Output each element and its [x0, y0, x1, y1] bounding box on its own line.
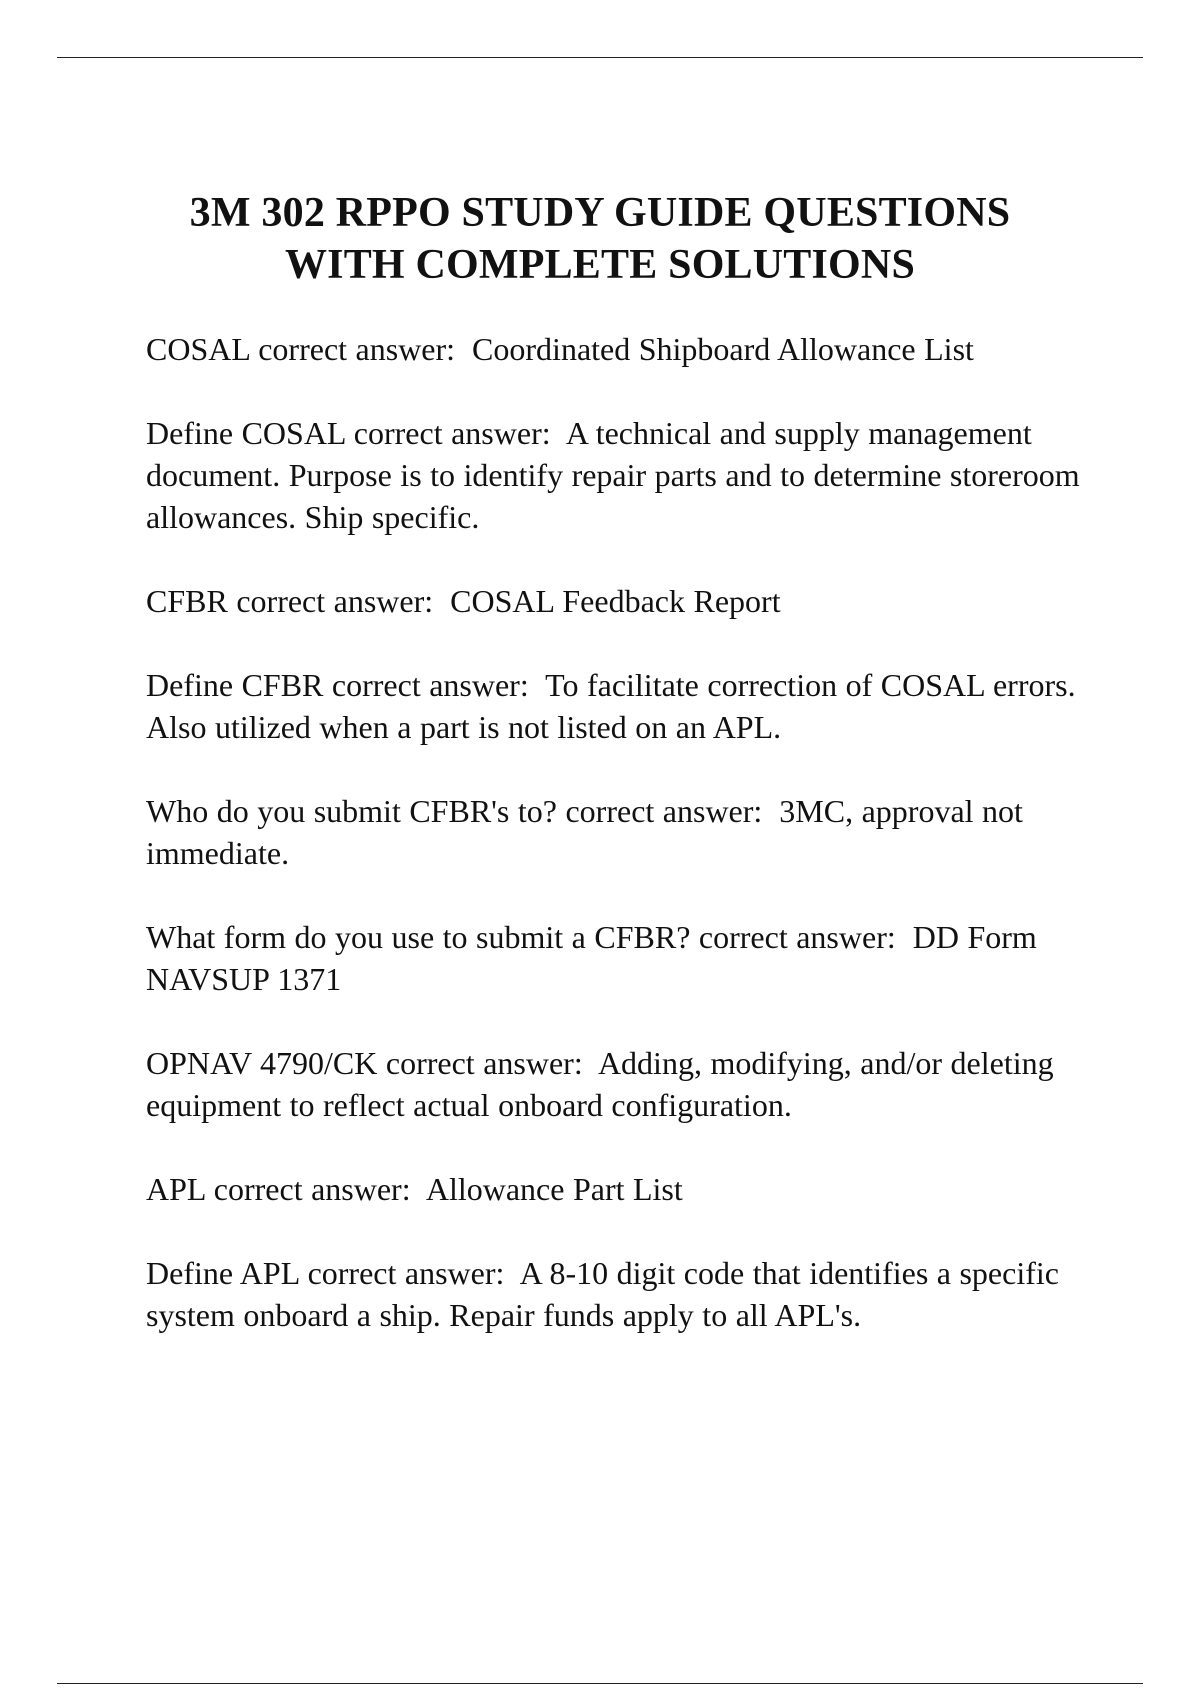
document-title	[120, 187, 1080, 291]
question-text: Who do you submit CFBR's to?	[146, 793, 557, 829]
qa-item-define-cosal	[146, 412, 1106, 538]
bottom-rule	[57, 1683, 1143, 1684]
qa-item-cfbr	[146, 580, 1106, 622]
answer-text: To facilitate correction of COSAL errors. Also utilized when a part is not listed on an APL.	[146, 667, 1076, 745]
answer-text: Allowance Part List	[425, 1171, 683, 1207]
answer-text: COSAL Feedback Report	[450, 583, 781, 619]
qa-list	[146, 328, 1106, 1336]
answer-text: DD Form NAVSUP 1371	[146, 919, 1037, 997]
answer-marker: correct answer:	[698, 919, 896, 955]
qa-item-cosal	[146, 328, 1106, 370]
qa-item-define-cfbr	[146, 664, 1106, 748]
answer-text: 3MC, approval not immediate.	[146, 793, 1023, 871]
answer-marker: correct answer:	[385, 1045, 583, 1081]
question-text: Define COSAL	[146, 415, 346, 451]
question-text: COSAL	[146, 331, 250, 367]
qa-item-submit-cfbr-to	[146, 790, 1106, 874]
title-line-1: 3M 302 RPPO STUDY GUIDE QUESTIONS	[189, 190, 1011, 236]
qa-item-opnav	[146, 1042, 1106, 1126]
answer-marker: correct answer:	[331, 667, 529, 703]
qa-item-cfbr-form	[146, 916, 1106, 1000]
question-text: Define CFBR	[146, 667, 324, 703]
answer-marker: correct answer:	[236, 583, 434, 619]
question-text: OPNAV 4790/CK	[146, 1045, 378, 1081]
qa-item-apl	[146, 1168, 1106, 1210]
top-rule	[57, 57, 1143, 58]
question-text: APL	[146, 1171, 206, 1207]
question-text: Define APL	[146, 1255, 300, 1291]
answer-text: Adding, modifying, and/or deleting equipment to reflect actual onboard configuration.	[146, 1045, 1054, 1123]
answer-marker: correct answer:	[307, 1255, 505, 1291]
question-text: CFBR	[146, 583, 228, 619]
question-text: What form do you use to submit a CFBR?	[146, 919, 691, 955]
answer-text: A 8-10 digit code that identifies a specific system onboard a ship. Repair funds apply to all APL's.	[146, 1255, 1059, 1333]
answer-text: Coordinated Shipboard Allowance List	[472, 331, 974, 367]
title-line-2: WITH COMPLETE SOLUTIONS	[284, 242, 916, 288]
answer-marker: correct answer:	[213, 1171, 411, 1207]
qa-item-define-apl	[146, 1252, 1106, 1336]
answer-marker: correct answer:	[258, 331, 456, 367]
answer-marker: correct answer:	[353, 415, 551, 451]
answer-marker: correct answer:	[565, 793, 763, 829]
answer-text: A technical and supply management document. Purpose is to identify repair parts and to determine storeroom allowances. Ship specific.	[146, 415, 1080, 535]
